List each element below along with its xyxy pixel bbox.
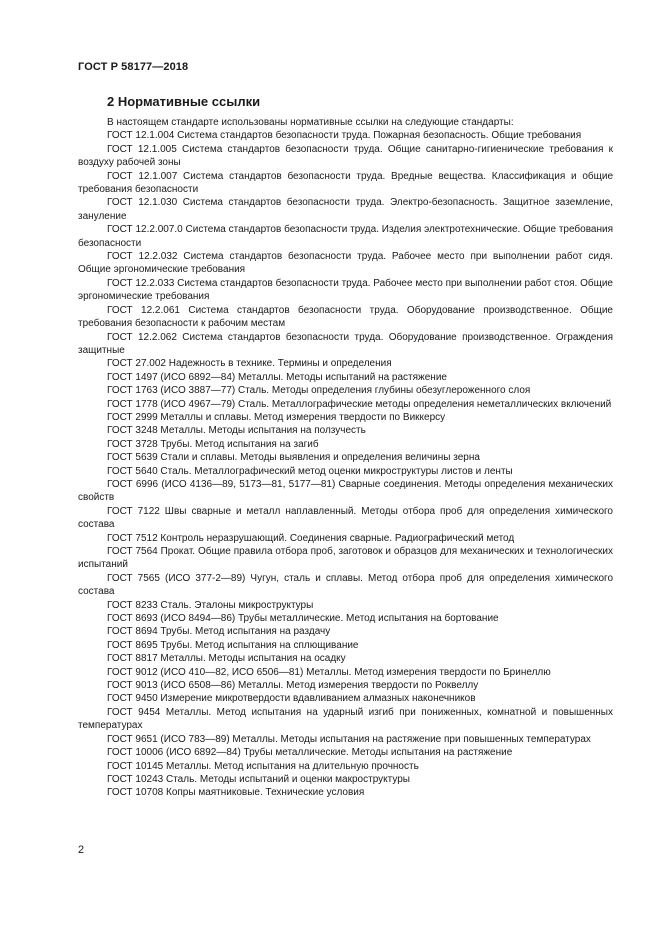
- reference-item: ГОСТ 2999 Металлы и сплавы. Метод измерения твердости по Виккерсу: [107, 411, 446, 423]
- reference-item: ГОСТ 9454 Металлы. Метод испытания на ударный изгиб при пониженных, комнатной и повышенных температурах: [78, 706, 613, 732]
- reference-item: ГОСТ 7512 Контроль неразрушающий. Соединения сварные. Радиографический метод: [107, 532, 515, 544]
- reference-item: ГОСТ 7564 Прокат. Общие правила отбора проб, заготовок и образцов для механических и технологических испытаний: [78, 546, 613, 571]
- reference-item: ГОСТ 1778 (ИСО 4967—79) Сталь. Металлографические методы определения неметаллических включений: [107, 398, 612, 410]
- reference-item: ГОСТ 8695 Трубы. Метод испытания на сплющивание: [107, 639, 359, 651]
- section-title: 2 Нормативные ссылки: [107, 94, 261, 109]
- reference-item: ГОСТ 12.1.004 Система стандартов безопасности труда. Пожарная безопасность. Общие требования: [107, 130, 582, 142]
- references-section: [78, 116, 613, 800]
- page-number: 2: [78, 844, 85, 856]
- reference-item: ГОСТ 12.1.030 Система стандартов безопасности труда. Электро-безопасность. Защитное заземление, зануление: [78, 197, 613, 222]
- reference-item: ГОСТ 27.002 Надежность в технике. Термины и определения: [107, 358, 392, 370]
- reference-item: ГОСТ 1497 (ИСО 6892—84) Металлы. Методы испытаний на растяжение: [107, 371, 447, 383]
- reference-item: ГОСТ 9450 Измерение микротвердости вдавливанием алмазных наконечников: [107, 693, 476, 705]
- reference-item: ГОСТ 9651 (ИСО 783—89) Металлы. Методы испытания на растяжение при повышенных температурах: [107, 733, 591, 745]
- reference-item: ГОСТ 12.1.007 Система стандартов безопасности труда. Вредные вещества. Классификация и общие требования безопасности: [78, 170, 613, 196]
- reference-item: ГОСТ 9012 (ИСО 410—82, ИСО 6506—81) Металлы. Метод измерения твердости по Бринеллю: [107, 666, 551, 678]
- reference-item: ГОСТ 5640 Сталь. Металлографический метод оценки микроструктуры листов и ленты: [107, 465, 513, 477]
- reference-item: ГОСТ 3728 Трубы. Метод испытания на загиб: [107, 438, 319, 450]
- reference-item: ГОСТ 12.2.061 Система стандартов безопасности труда. Оборудование производственное. Общие требования безопасности к рабочим местам: [78, 304, 613, 330]
- reference-item: ГОСТ 8694 Трубы. Метод испытания на раздачу: [107, 626, 331, 638]
- reference-item: ГОСТ 12.2.032 Система стандартов безопасности труда. Рабочее место при выполнении работ сидя. Общие эргономические требования: [78, 251, 613, 276]
- reference-item: ГОСТ 10006 (ИСО 6892—84) Трубы металлические. Методы испытания на растяжение: [107, 747, 513, 759]
- reference-list: [78, 129, 613, 799]
- reference-item: ГОСТ 8693 (ИСО 8494—86) Трубы металлические. Метод испытания на бортование: [107, 613, 499, 625]
- reference-item: ГОСТ 7565 (ИСО 377-2—89) Чугун, сталь и сплавы. Метод отбора проб для определения химического состава: [78, 572, 613, 598]
- reference-item: ГОСТ 10145 Металлы. Метод испытания на длительную прочность: [107, 760, 419, 772]
- reference-item: ГОСТ 9013 (ИСО 6508—86) Металлы. Метод измерения твердости по Роквеллу: [107, 680, 479, 692]
- intro-paragraph: В настоящем стандарте использованы нормативные ссылки на следующие стандарты:: [107, 117, 514, 128]
- reference-item: ГОСТ 1763 (ИСО 3887—77) Сталь. Методы определения глубины обезуглероженного слоя: [107, 385, 531, 397]
- reference-item: ГОСТ 12.2.033 Система стандартов безопасности труда. Рабочее место при выполнении работ стоя. Общие эргономические требования: [78, 277, 613, 303]
- reference-item: ГОСТ 5639 Стали и сплавы. Методы выявления и определения величины зерна: [107, 452, 480, 464]
- reference-item: ГОСТ 10243 Сталь. Методы испытаний и оценки макроструктуры: [107, 773, 410, 785]
- reference-item: ГОСТ 8233 Сталь. Эталоны микроструктуры: [107, 599, 314, 611]
- document-header: ГОСТ Р 58177—2018: [78, 61, 189, 73]
- reference-item: ГОСТ 12.2.007.0 Система стандартов безопасности труда. Изделия электротехнические. Общие требования безопасности: [78, 224, 613, 249]
- reference-item: ГОСТ 12.1.005 Система стандартов безопасности труда. Общие санитарно-гигиенические требования к воздуху рабочей зоны: [78, 143, 613, 169]
- reference-item: ГОСТ 6996 (ИСО 4136—89, 5173—81, 5177—81) Сварные соединения. Методы определения механических свойств: [78, 478, 613, 504]
- reference-item: ГОСТ 12.2.062 Система стандартов безопасности труда. Оборудование производственное. Ограждения защитные: [78, 331, 613, 356]
- reference-item: ГОСТ 8817 Металлы. Методы испытания на осадку: [107, 653, 346, 665]
- reference-item: ГОСТ 3248 Металлы. Методы испытания на ползучесть: [107, 425, 366, 437]
- reference-item: ГОСТ 10708 Копры маятниковые. Технические условия: [107, 787, 365, 799]
- reference-item: ГОСТ 7122 Швы сварные и металл наплавленный. Методы отбора проб для определения химического состава: [78, 505, 613, 531]
